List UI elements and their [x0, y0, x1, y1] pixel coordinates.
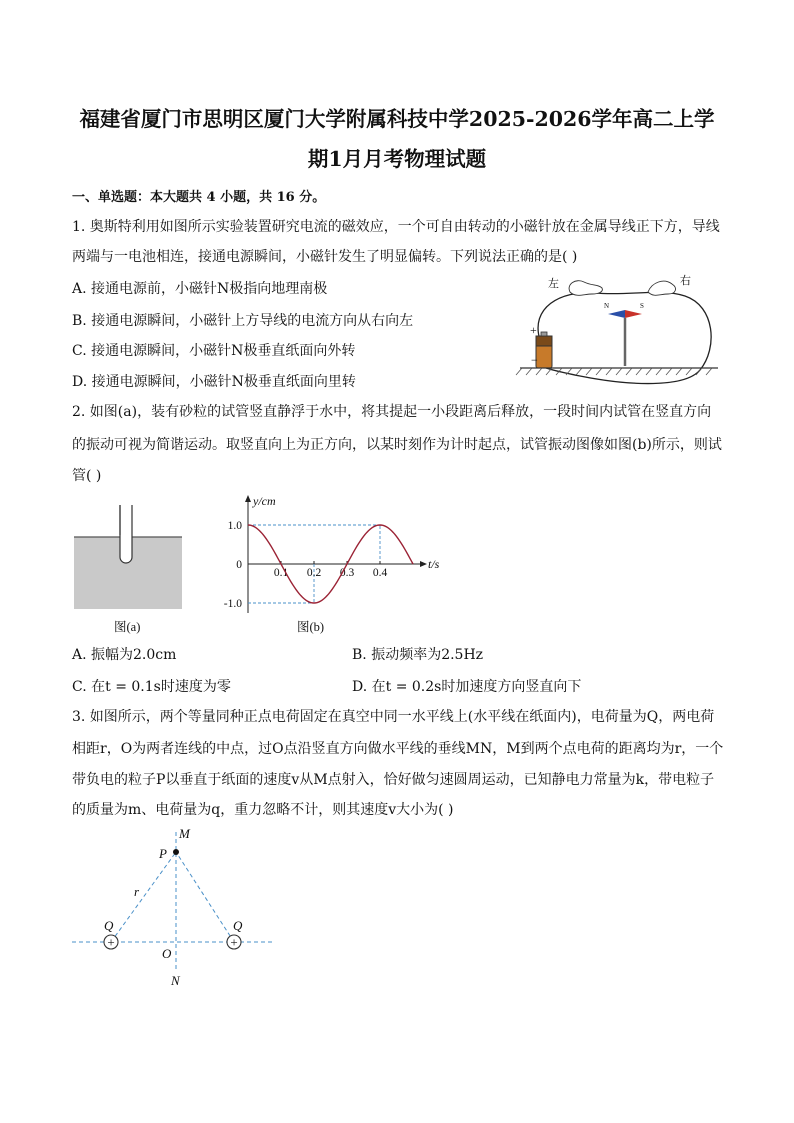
- q3-stem-line4: 的质量为m、电荷量为q，重力忽略不计，则其速度v大小为( ): [72, 802, 454, 818]
- needle-s-label: S: [640, 302, 644, 310]
- q1-option-d: D. 接通电源瞬间，小磁针N极垂直纸面向里转: [72, 374, 356, 390]
- compass-needle-south: [625, 310, 642, 318]
- exam-title-line2: 期1月月考物理试题: [307, 147, 487, 171]
- y-tick-label: 0: [236, 559, 242, 571]
- figure-a-caption: 图(a): [114, 620, 141, 634]
- label-m: M: [179, 826, 190, 841]
- exam-title-line1: 福建省厦门市思明区厦门大学附属科技中学2025-2026学年高二上学: [79, 107, 715, 131]
- q3-stem-line1: 3. 如图所示，两个等量同种正点电荷固定在真空中同一水平线上(水平线在纸面内)，电荷量为Q，两电荷: [72, 709, 715, 725]
- point-charges-figure: [70, 822, 280, 992]
- y-tick-label: -1.0: [223, 598, 242, 610]
- q1-stem-line1: 1. 奥斯特利用如图所示实验装置研究电流的磁效应，一个可自由转动的小磁针放在金属导线正下方，导线: [72, 219, 720, 235]
- battery-minus-label: −: [531, 353, 538, 367]
- x-tick-label: 0.4: [372, 567, 388, 579]
- x-tick-label: 0.2: [306, 567, 322, 579]
- q2-option-d: D. 在t = 0.2s时加速度方向竖直向下: [352, 679, 582, 695]
- label-p: P: [159, 846, 167, 861]
- q1-option-c: C. 接通电源瞬间，小磁针N极垂直纸面向外转: [72, 343, 356, 359]
- x-tick-label: 0.1: [273, 567, 289, 579]
- q2-stem-line1: 2. 如图(a)，装有砂粒的试管竖直静浮于水中，将其提起一小段距离后释放，一段时间内试管在竖直方向: [72, 404, 712, 420]
- q2-option-b: B. 振动频率为2.5Hz: [352, 647, 484, 663]
- battery-plus-label: +: [530, 323, 537, 337]
- q3-stem-line3: 带负电的粒子P以垂直于纸面的速度v从M点射入，恰好做匀速圆周运动，已知静电力常量为k，带电粒子: [72, 772, 715, 788]
- needle-n-label: N: [604, 302, 610, 310]
- figure-b-caption: 图(b): [297, 620, 325, 634]
- section-heading: 一、单选题：本大题共 4 小题，共 16 分。: [72, 190, 326, 205]
- label-right: 右: [680, 275, 691, 287]
- label-q-right: Q: [233, 918, 243, 933]
- q2-stem-line3: 管( ): [72, 468, 102, 484]
- left-hand-icon: [569, 281, 602, 296]
- x-axis-arrow: [420, 561, 427, 567]
- label-o: O: [162, 946, 172, 961]
- q1-option-a: A. 接通电源前，小磁针N极指向地理南极: [72, 281, 328, 297]
- y-axis-arrow: [245, 495, 251, 502]
- y-axis-label: y/cm: [253, 494, 276, 508]
- compass-needle-north: [608, 310, 625, 318]
- label-left: 左: [548, 278, 559, 290]
- x-tick-label: 0.3: [339, 567, 355, 579]
- label-q-left: Q: [104, 918, 114, 933]
- svg-text:+: +: [107, 934, 115, 950]
- y-tick-label: 1.0: [227, 520, 242, 532]
- q1-option-b: B. 接通电源瞬间，小磁针上方导线的电流方向从右向左: [72, 313, 414, 329]
- x-axis-label: t/s: [428, 557, 440, 571]
- point-p-dot: [173, 849, 179, 855]
- oersted-experiment-figure: [500, 268, 725, 393]
- svg-text:+: +: [230, 934, 238, 950]
- q3-stem-line2: 相距r，O为两者连线的中点，过O点沿竖直方向做水平线的垂线MN，M到两个点电荷的距离均为r，一个: [72, 741, 724, 757]
- label-n: N: [171, 973, 180, 988]
- test-tube-icon: [120, 505, 132, 563]
- test-tube-figure: [74, 505, 184, 610]
- q2-stem-line2: 的振动可视为简谐运动。取竖直向上为正方向，以某时刻作为计时起点，试管振动图像如图(b)所示，则试: [72, 437, 722, 453]
- vibration-graph: [220, 495, 450, 625]
- q1-stem-line2: 两端与一电池相连，接通电源瞬间，小磁针发生了明显偏转。下列说法正确的是( ): [72, 249, 578, 265]
- q2-option-c: C. 在t = 0.1s时速度为零: [72, 679, 231, 695]
- q2-option-a: A. 振幅为2.0cm: [72, 647, 177, 663]
- right-hand-icon: [648, 281, 675, 295]
- label-r: r: [134, 884, 140, 899]
